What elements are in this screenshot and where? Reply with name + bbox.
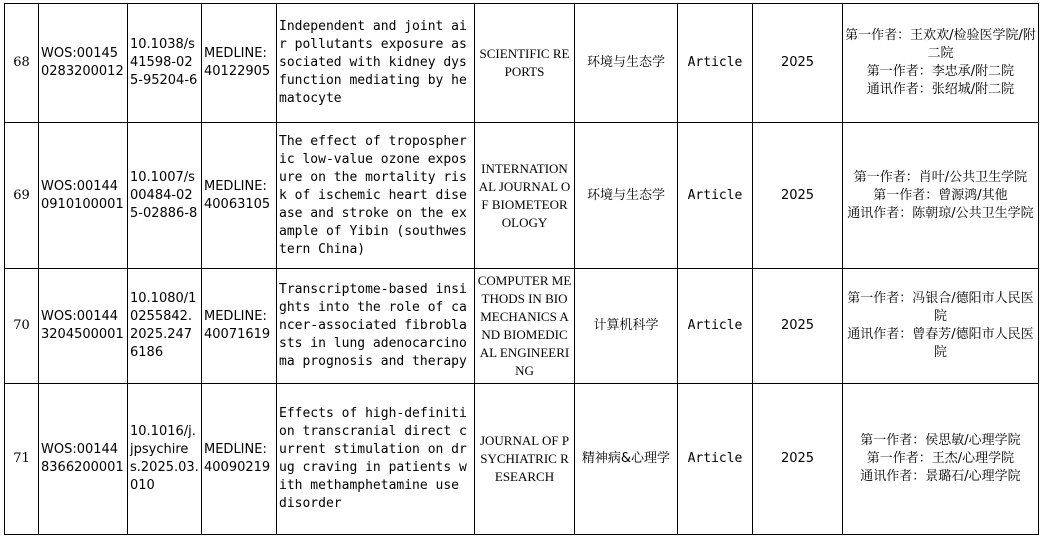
- author-line: 第一作者：王杰/心理学院: [866, 451, 1015, 466]
- subject-field: 环境与生态学: [575, 123, 678, 269]
- table-row: [5, 269, 1039, 384]
- doi: 10.1016/j.jpsychires.2025.03.010: [128, 384, 202, 535]
- journal-name: JOURNAL OF PSYCHIATRIC RESEARCH: [475, 384, 575, 535]
- publication-year: 2025: [753, 384, 843, 535]
- author-line: 通讯作者：曾春芳/德阳市人民医院: [847, 327, 1034, 360]
- medline-id: MEDLINE:40063105: [202, 123, 277, 269]
- author-line: 第一作者：曾源鸿/其他: [873, 187, 1008, 203]
- authors-cell: [843, 384, 1039, 535]
- table-row: [5, 4, 1039, 123]
- document-type: Article: [678, 4, 753, 123]
- author-line: 通讯作者：景璐石/心理学院: [860, 469, 1021, 484]
- author-line: 通讯作者：陈朝琼/公共卫生学院: [847, 205, 1034, 221]
- journal-name: COMPUTER METHODS IN BIOMECHANICS AND BIOMEDICAL ENGINEERING: [475, 269, 575, 384]
- journal-name: INTERNATIONAL JOURNAL OF BIOMETEOROLOGY: [475, 123, 575, 269]
- author-line: 第一作者：侯思敏/心理学院: [860, 433, 1021, 448]
- author-line: 第一作者：冯银合/德阳市人民医院: [847, 291, 1034, 324]
- document-type: Article: [678, 269, 753, 384]
- author-line: 第一作者：李忠承/附二院: [866, 64, 1015, 79]
- publication-table: [4, 3, 1039, 535]
- article-title: Effects of high-definition transcranial direct current stimulation on drug craving in patients with methamphetamine use disorder: [277, 384, 475, 535]
- publication-year: 2025: [753, 123, 843, 269]
- subject-field: 计算机科学: [575, 269, 678, 384]
- wos-id: WOS:001448366200001: [39, 384, 128, 535]
- document-type: Article: [678, 384, 753, 535]
- article-title: Transcriptome-based insights into the role of cancer-associated fibroblasts in lung adenocarcinoma prognosis and therapy: [277, 269, 475, 384]
- medline-id: MEDLINE:40122905: [202, 4, 277, 123]
- doi: 10.1038/s41598-025-95204-6: [128, 4, 202, 123]
- author-line: 第一作者：王欢欢/检验医学院/附二院: [845, 28, 1036, 61]
- doi: 10.1007/s00484-025-02886-8: [128, 123, 202, 269]
- publication-year: 2025: [753, 4, 843, 123]
- medline-id: MEDLINE:40090219: [202, 384, 277, 535]
- journal-name: SCIENTIFIC REPORTS: [475, 4, 575, 123]
- table-row: [5, 384, 1039, 535]
- row-number: 71: [5, 384, 39, 535]
- document-type: Article: [678, 123, 753, 269]
- subject-field: 精神病&心理学: [575, 384, 678, 535]
- table-row: [5, 123, 1039, 269]
- doi: 10.1080/10255842.2025.2476186: [128, 269, 202, 384]
- author-line: 通讯作者：张绍城/附二院: [866, 82, 1015, 97]
- authors-cell: [843, 269, 1039, 384]
- article-title: Independent and joint air pollutants exposure associated with kidney dysfunction mediating by hematocyte: [277, 4, 475, 123]
- author-line: 第一作者：肖叶/公共卫生学院: [853, 169, 1028, 185]
- row-number: 70: [5, 269, 39, 384]
- wos-id: WOS:001443204500001: [39, 269, 128, 384]
- publication-year: 2025: [753, 269, 843, 384]
- wos-id: WOS:001440910100001: [39, 123, 128, 269]
- wos-id: WOS:001450283200012: [39, 4, 128, 123]
- authors-cell: [843, 123, 1039, 269]
- subject-field: 环境与生态学: [575, 4, 678, 123]
- authors-cell: [843, 4, 1039, 123]
- article-title: The effect of tropospheric low-value ozone exposure on the mortality risk of ischemic heart disease and stroke on the example of Yibin (southwestern China): [277, 123, 475, 269]
- row-number: 69: [5, 123, 39, 269]
- medline-id: MEDLINE:40071619: [202, 269, 277, 384]
- row-number: 68: [5, 4, 39, 123]
